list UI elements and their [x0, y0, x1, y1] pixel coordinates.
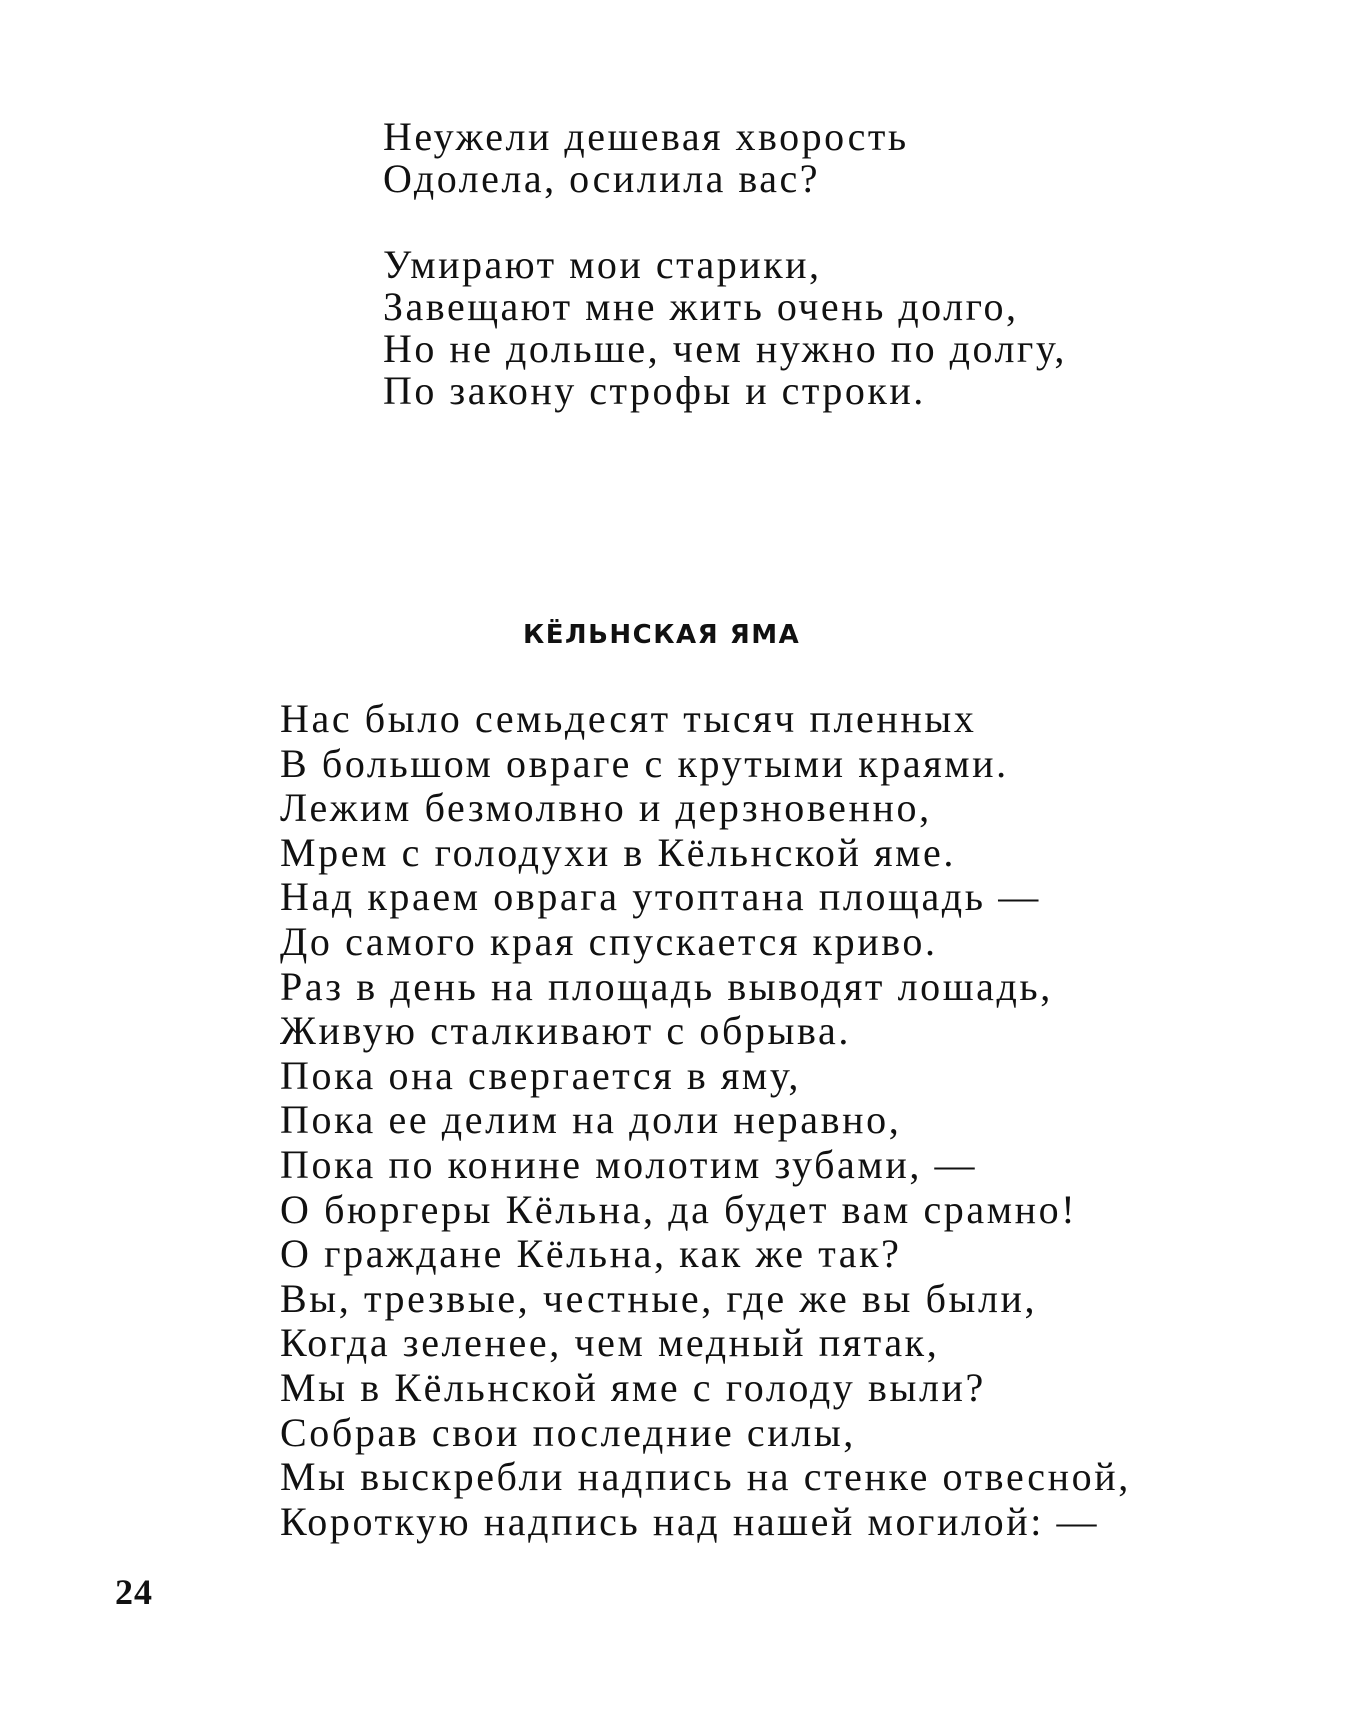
verse-line: Живую сталкивают с обрыва. — [280, 1008, 851, 1054]
verse-line: В большом овраге с крутыми краями. — [280, 740, 1009, 786]
verse-line: Нас было семьдесят тысяч пленных — [280, 696, 977, 741]
verse-line: Раз в день на площадь выводят лошадь, — [280, 963, 1053, 1009]
verse-line: Одолела, осилила вас? — [383, 156, 820, 201]
poem-body — [280, 697, 1220, 1544]
verse-line: Пока ее делим на доли неравно, — [280, 1097, 902, 1143]
verse-line: Неужели дешевая хворость — [383, 114, 909, 159]
verse-line: Но не дольше, чем нужно по долгу, — [383, 326, 1067, 371]
poem-title: КЁЛЬНСКАЯ ЯМА — [523, 620, 801, 650]
stanza — [383, 244, 1203, 412]
verse-line: О бюргеры Кёльна, да будет вам срамно! — [280, 1186, 1078, 1232]
verse-line: Короткую надпись над нашей могилой: — — [280, 1498, 1100, 1544]
verse-line: Завещают мне жить очень долго, — [383, 284, 1019, 329]
verse-line: Лежим безмолвно и дерзновенно, — [280, 785, 932, 831]
previous-poem-ending — [383, 116, 1203, 412]
verse-line: До самого края спускается криво. — [280, 918, 938, 964]
verse-line: По закону строфы и строки. — [383, 368, 926, 413]
verse-line: Пока по конине молотим зубами, — — [280, 1141, 978, 1187]
verse-line: Пока она свергается в яму, — [280, 1052, 802, 1098]
page-number: 24 — [115, 1572, 153, 1612]
verse-line: О граждане Кёльна, как же так? — [280, 1231, 902, 1277]
verse-line: Собрав свои последние силы, — [280, 1409, 856, 1455]
verse-line: Мы выскребли надпись на стенке отвесной, — [280, 1454, 1131, 1500]
verse-line: Мрем с голодухи в Кёльнской яме. — [280, 829, 956, 875]
verse-line: Над краем оврага утоптана площадь — — [280, 874, 1041, 920]
verse-line: Вы, трезвые, честные, где же вы были, — [280, 1275, 1038, 1321]
stanza — [383, 116, 1203, 200]
verse-line: Мы в Кёльнской яме с голоду выли? — [280, 1364, 986, 1410]
verse-line: Когда зеленее, чем медный пятак, — [280, 1320, 940, 1366]
verse-line: Умирают мои старики, — [383, 242, 822, 287]
